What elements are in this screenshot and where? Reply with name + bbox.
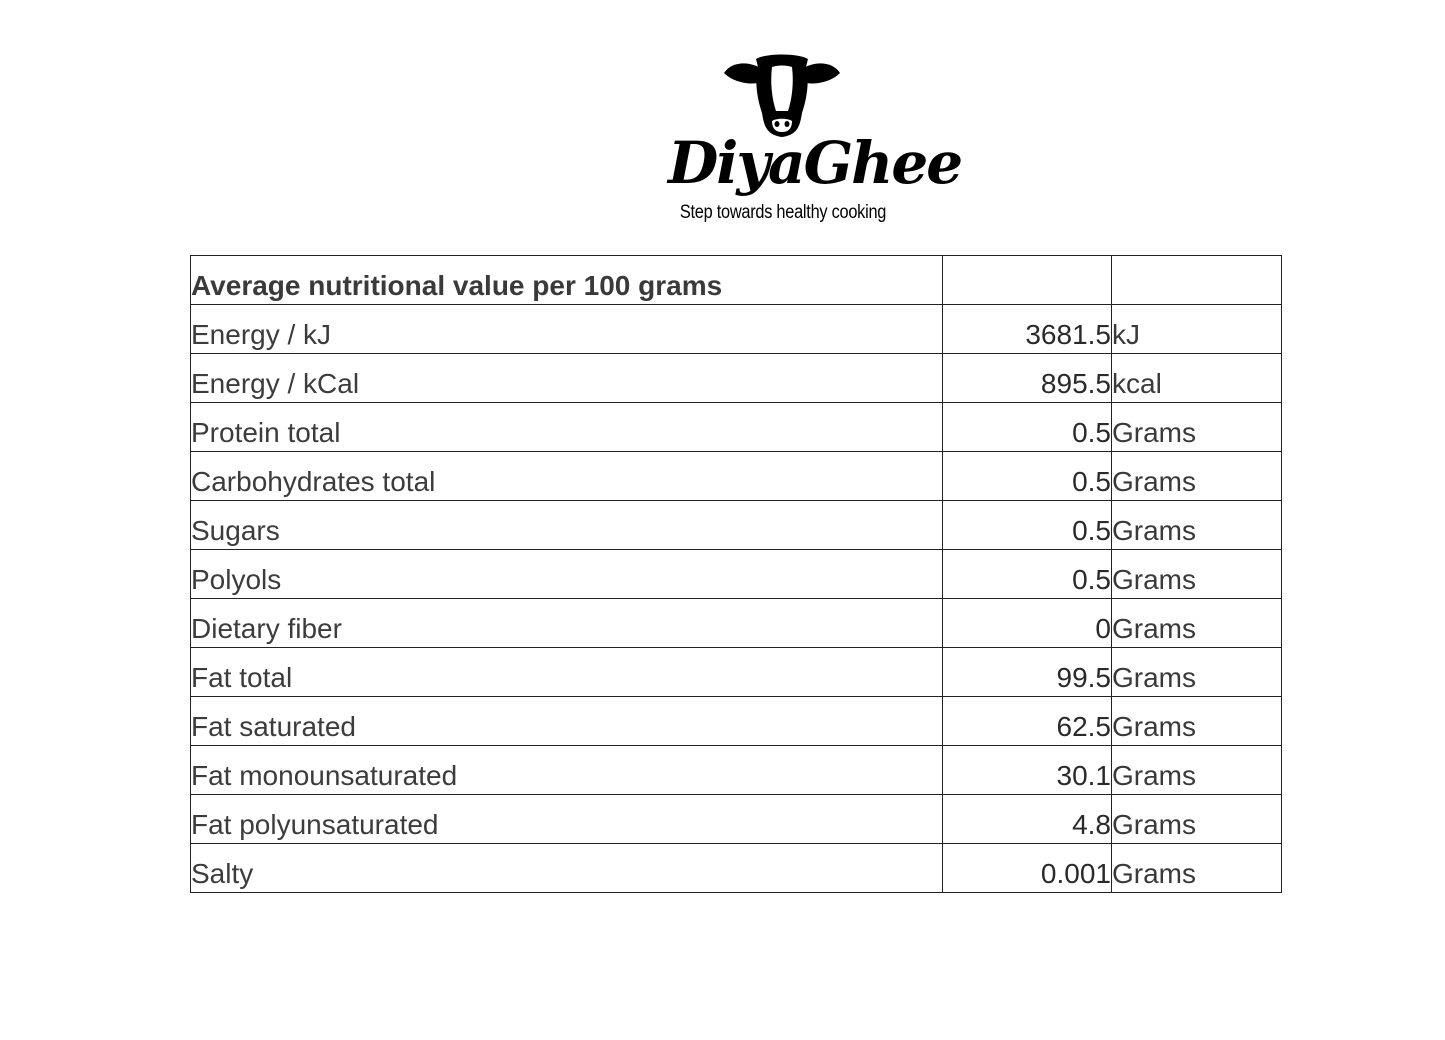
- nutrient-name: Fat polyunsaturated: [191, 795, 943, 844]
- nutrient-value: 0.001: [943, 844, 1112, 893]
- nutrient-unit: Grams: [1112, 746, 1282, 795]
- table-row: [191, 697, 1282, 746]
- nutrient-name: Dietary fiber: [191, 599, 943, 648]
- nutrient-unit: kcal: [1112, 354, 1282, 403]
- nutrient-unit: Grams: [1112, 501, 1282, 550]
- table-row: [191, 501, 1282, 550]
- nutrient-unit: Grams: [1112, 550, 1282, 599]
- nutrient-name: Fat total: [191, 648, 943, 697]
- nutrient-name: Carbohydrates total: [191, 452, 943, 501]
- table-header: Average nutritional value per 100 grams: [191, 256, 943, 305]
- brand-name: DiyaGhee: [668, 129, 962, 197]
- nutrient-name: Sugars: [191, 501, 943, 550]
- table-row: [191, 550, 1282, 599]
- nutrient-value: 62.5: [943, 697, 1112, 746]
- table-row: [191, 746, 1282, 795]
- nutrient-name: Energy / kCal: [191, 354, 943, 403]
- table-row: [191, 305, 1282, 354]
- table-row: [191, 599, 1282, 648]
- table-row: [191, 452, 1282, 501]
- nutrient-unit: Grams: [1112, 452, 1282, 501]
- nutrient-name: Fat saturated: [191, 697, 943, 746]
- brand-logo: [660, 50, 962, 235]
- nutrient-value: 30.1: [943, 746, 1112, 795]
- table-header-row: [191, 256, 1282, 305]
- table-row: [191, 795, 1282, 844]
- nutrient-value: 0.5: [943, 550, 1112, 599]
- table-header-empty-cell: [1112, 256, 1282, 305]
- table-row: [191, 403, 1282, 452]
- nutrient-name: Protein total: [191, 403, 943, 452]
- nutrient-value: 895.5: [943, 354, 1112, 403]
- nutrient-unit: Grams: [1112, 648, 1282, 697]
- brand-tagline: Step towards healthy cooking: [679, 202, 887, 223]
- nutrient-value: 0: [943, 599, 1112, 648]
- nutrient-name: Energy / kJ: [191, 305, 943, 354]
- nutrient-unit: Grams: [1112, 795, 1282, 844]
- nutrient-unit: Grams: [1112, 403, 1282, 452]
- nutrient-unit: Grams: [1112, 697, 1282, 746]
- nutrient-unit: Grams: [1112, 844, 1282, 893]
- nutrient-unit: Grams: [1112, 599, 1282, 648]
- nutrient-value: 99.5: [943, 648, 1112, 697]
- table-row: [191, 844, 1282, 893]
- nutrient-name: Polyols: [191, 550, 943, 599]
- nutrient-name: Salty: [191, 844, 943, 893]
- table-row: [191, 648, 1282, 697]
- nutrition-table: [190, 255, 1282, 893]
- nutrient-value: 0.5: [943, 452, 1112, 501]
- nutrient-value: 3681.5: [943, 305, 1112, 354]
- table-header-empty-cell: [943, 256, 1112, 305]
- nutrient-value: 0.5: [943, 403, 1112, 452]
- nutrient-value: 4.8: [943, 795, 1112, 844]
- table-row: [191, 354, 1282, 403]
- nutrient-name: Fat monounsaturated: [191, 746, 943, 795]
- nutrient-value: 0.5: [943, 501, 1112, 550]
- nutrient-unit: kJ: [1112, 305, 1282, 354]
